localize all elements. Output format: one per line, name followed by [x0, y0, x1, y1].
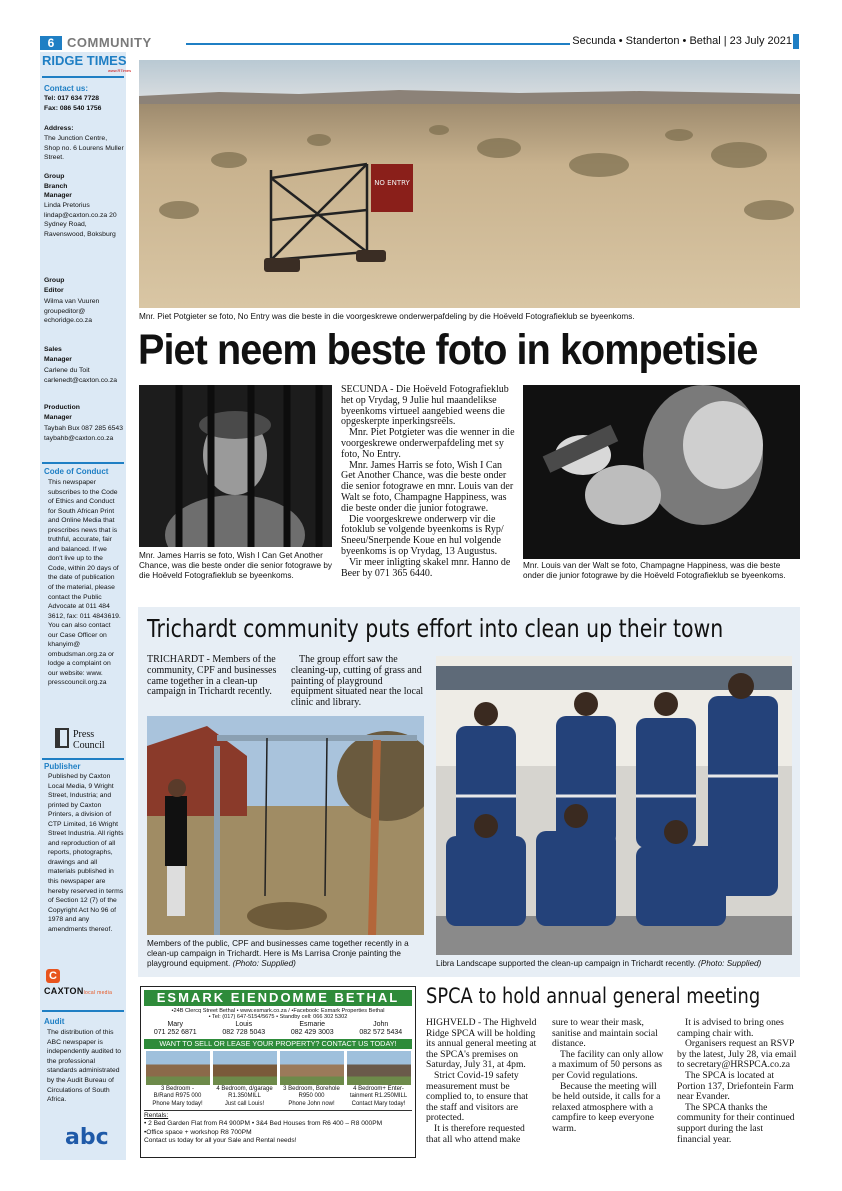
ad-listing-line: B/Rand R975 000: [153, 1093, 202, 1100]
ad-listing-line: Contact Mary today!: [351, 1100, 406, 1107]
ad-agent: [359, 1021, 402, 1037]
ad-listing-photo: [280, 1051, 344, 1085]
story3-paragraph: Because the meeting will be held outside, it calls for a relaxed atmosphere with a campfire to keep everyone warm.: [552, 1080, 661, 1134]
ad-listing: [213, 1051, 277, 1108]
production-label: Production Manager: [44, 404, 80, 421]
ad-listing-line: R1.350MILL: [228, 1093, 261, 1100]
page-number: 6: [40, 36, 62, 50]
esmark-advert: [140, 986, 416, 1158]
ad-address-line: •24B Clercq Street Bethal • www.esmark.co.za / •Facebook: Esmark Properties Bethal: [171, 1008, 385, 1014]
story3-paragraph: Organisers request an RSVP by the latest, July 28, via email to secretary@HRSPCA.co.za: [677, 1038, 797, 1071]
wish-i-can-photo: [139, 385, 332, 547]
production-text: Taybah Bux 087 285 6543 taybahb@caxton.co.za: [44, 425, 123, 442]
ad-listing: [347, 1051, 411, 1108]
sales-text: Carlene du Toit carlenedt@caxton.co.za: [44, 367, 118, 384]
contact-fax: Fax: 086 540 1756: [44, 105, 102, 112]
story3-paragraph: Strict Covid-19 safety measurement must be complied to, to ensure that the staff and visitors are protected.: [426, 1069, 529, 1124]
ad-agent-phone: 082 429 3003: [290, 1029, 334, 1036]
ad-listing-line: 4 Bedroom, d/garage: [216, 1086, 273, 1092]
address-label: Address:: [44, 125, 74, 132]
caxton-logo-icon: C: [46, 969, 60, 983]
story1-paragraph: Die voorgeskrewe onderwerp vir die fotoklub se volgende byeenkoms is Ryp/ Sneeu/Snerpende Koue en hul volgende byeenkoms is op Vrydag, 13 Augustus.: [341, 513, 504, 557]
ad-listing: [146, 1051, 210, 1108]
ad-title: ESMARK EIENDOMME BETHAL: [144, 990, 412, 1006]
code-of-conduct-heading: Code of Conduct: [44, 467, 109, 476]
story2-headline: Trichardt community puts effort into clean up their town: [147, 614, 724, 643]
story3-paragraph: The SPCA is located at Portion 137, Driefontein Farm near Evander.: [677, 1069, 794, 1103]
playground-caption: Members of the public, CPF and businesses came together recently in a clean-up campaign in Trichardt. Here is Ms Larrisa Cronje painting the playground equipment. (Photo: Supplied): [147, 939, 409, 968]
press-council-icon: [55, 728, 69, 748]
ad-listing-line: Just call Louis!: [224, 1100, 265, 1107]
ad-rental-line: Contact us today for all your Sale and Rental needs!: [144, 1136, 297, 1144]
ad-listing-line: 3 Bedroom -: [160, 1086, 194, 1092]
ad-agent: [291, 1021, 334, 1037]
ad-rental-line: •Office space + workshop R8 700PM: [144, 1128, 252, 1136]
press-council-label: Press Council: [73, 729, 105, 751]
sidebar-rule: [42, 462, 124, 464]
address-text: The Junction Centre, Shop no. 6 Lourens Muller Street.: [44, 135, 124, 162]
story1-paragraph: Mnr. James Harris se foto, Wish I Can Get Another Chance, was die beste onder die senior fotograwe en mnr. Louis van der Walt se foto, Champagne Happiness, was die beste onder die junior fotograwe.: [341, 459, 514, 514]
libra-caption: Libra Landscape supported the clean-up campaign in Trichardt recently. (Photo: Supplied): [436, 959, 762, 968]
story3-paragraph: It is therefore requested that all who attend make: [426, 1122, 525, 1145]
story3-paragraph: sure to wear their mask, sanitise and maintain social distance.: [552, 1017, 658, 1050]
ad-agent-name: Mary: [167, 1021, 184, 1028]
ad-listing-line: 4 Bedroom+ Enter-: [353, 1086, 404, 1092]
ad-banner: WANT TO SELL OR LEASE YOUR PROPERTY? CONTACT US TODAY!: [144, 1039, 412, 1049]
code-of-conduct-text: This newspaper subscribes to the Code of Ethics and Conduct for South African Print and Online Media that prescribes news that is truthful, accurate, fair and balanced. If we don't live up to the Code, within 20 days of the date of publication of the material, please contact the Public Advocate at 011 484 3612, fax: 011 4843619. You can also contact our Case Officer on khanyim@ ombudsman.org.za or lodge a complaint on our website: www. presscouncil.org.za: [48, 479, 121, 687]
ad-listing-line: 3 Bedroom, Borehole: [283, 1086, 340, 1092]
publisher-text: Published by Caxton Local Media, 9 Wright Street, Industria; and printed by Caxton Printers, a division of CTP Limited, 16 Wright Street Industria. All rights and reproduction of all reports, photographs, drawings and all materials published in this newspaper are hereby reserved in terms of Section 12 (7) of the Copyright Act No 96 of 1978 and any amendments thereof.: [48, 773, 124, 933]
story3-paragraph: The facility can only allow a maximum of 50 persons as per Covid regulations.: [552, 1048, 664, 1081]
story1-paragraph: Vir meer inligting skakel mnr. Hanno de Beer by 071 365 6440.: [341, 556, 511, 579]
audit-text: The distribution of this ABC newspaper is independently audited to the professional standards administrated by the Audit Bureau of Circulations of South Africa.: [47, 1029, 122, 1104]
story3-headline: SPCA to hold annual general meeting: [426, 984, 761, 1008]
sidebar-rule: [42, 76, 124, 78]
sales-label: Sales Manager: [44, 346, 72, 363]
ad-listing-line: Phone Mary today!: [152, 1100, 203, 1107]
right-photo-caption: Mnr. Louis van der Walt se foto, Champagne Happiness, was die beste onder die junior fotograwe by die Hoëveld Fotografieklub se byeenkoms.: [523, 561, 786, 580]
publisher-heading: Publisher: [44, 762, 81, 771]
ad-agents: [141, 1021, 415, 1037]
ad-phone-line: • Tel: (017) 647-5154/5675 • Standby cell: 066 302 5302: [208, 1014, 348, 1020]
ge-label: Group Editor: [44, 277, 65, 294]
editions-date: Secunda • Standerton • Bethal | 23 July 2021: [572, 35, 792, 47]
ad-listing-photo: [347, 1051, 411, 1085]
sidebar-rule: [42, 1010, 124, 1012]
ad-listing: [280, 1051, 344, 1108]
ad-listing-line: tainment R1.250MILL: [349, 1093, 408, 1100]
contact-heading: Contact us:: [44, 84, 88, 93]
ad-rentals: [144, 1110, 412, 1145]
gbm-text: Linda Pretorius lindap@caxton.co.za 20 Sydney Road, Ravenswood, Boksburg: [44, 202, 117, 238]
champagne-happiness-photo: [523, 385, 800, 559]
story3-paragraph: The SPCA thanks the community for their continued support during the last financial year.: [677, 1101, 795, 1145]
ge-text: Wilma van Vuuren groupeditor@ echoridge.co.za: [44, 298, 100, 325]
ad-agent: [222, 1021, 265, 1037]
left-photo-caption: Mnr. James Harris se foto, Wish I Can Get Another Chance, was die beste onder die senior fotograwe by die Hoëveld Fotografieklub se byeenkoms.: [139, 551, 332, 580]
header-accent-bar: [793, 34, 799, 49]
ad-listing-line: Phone John now!: [288, 1100, 335, 1107]
ad-rental-line: • 2 Bed Garden Flat from R4 900PM • 3&4 Bed Houses from R6 400 – R8 000PM: [144, 1120, 383, 1128]
masthead-logo: RIDGE TIMES: [42, 53, 127, 68]
story2-col1: TRICHARDT - Members of the community, CPF and businesses came together in a clean-up campaign in Trichardt recently.: [147, 654, 277, 698]
ad-listing-line: R950 000: [298, 1093, 325, 1100]
ad-agent-phone: 071 252 6871: [153, 1029, 197, 1036]
story3-col2: [552, 1018, 667, 1135]
caxton-logo: CAXTONlocal media: [44, 986, 113, 996]
ad-rentals-label: Rentals:: [144, 1112, 169, 1120]
story3-col3: [677, 1018, 797, 1145]
ad-agent-name: John: [373, 1021, 389, 1028]
section-label: COMMUNITY: [67, 35, 152, 50]
libra-landscape-photo: [436, 656, 792, 955]
ad-agent: [154, 1021, 197, 1037]
contact-tel: Tel: 017 634 7728: [44, 95, 100, 102]
story1-body: [341, 385, 515, 579]
audit-heading: Audit: [44, 1017, 65, 1026]
story1-paragraph: SECUNDA - Die Hoëveld Fotografieklub het op Vrydag, 9 Julie hul maandelikse byeenkoms virtueel aangebied weens die opgeskerpte inperkingsreëls.: [341, 384, 509, 428]
masthead-logo-sub: www.RTimes: [108, 68, 132, 73]
sidebar-rule: [42, 758, 124, 760]
abc-logo: abc: [65, 1125, 109, 1150]
story3-paragraph: It is advised to bring ones camping chair with.: [677, 1017, 784, 1039]
ad-agent-name: Esmarie: [299, 1021, 326, 1028]
no-entry-photo: [139, 60, 800, 308]
story3-col1: [426, 1018, 538, 1145]
gbm-label: Group Branch Manager: [44, 173, 72, 200]
header-rule: [186, 43, 570, 45]
ad-agent-phone: 082 572 5434: [359, 1029, 403, 1036]
story2-col2: The group effort saw the cleaning-up, cutting of grass and painting of playground equipment situated near the local clinic and library.: [291, 654, 424, 709]
ad-agent-name: Louis: [235, 1021, 253, 1028]
ad-agent-phone: 082 728 5043: [222, 1029, 266, 1036]
ad-listing-photo: [213, 1051, 277, 1085]
ad-listing-photo: [146, 1051, 210, 1085]
story3-paragraph: HIGHVELD - The Highveld Ridge SPCA will be holding its annual general meeting at the SPCA's premises on Saturday, July 31, at 4pm.: [426, 1017, 537, 1071]
top-photo-caption: Mnr. Piet Potgieter se foto, No Entry was die beste in die voorgeskrewe onderwerpafdeling by die Hoëveld Fotografieklub se byeenkoms.: [139, 312, 635, 321]
story1-headline: Piet neem beste foto in kompetisie: [138, 326, 758, 374]
playground-photo: [147, 716, 424, 935]
ad-listings: [141, 1051, 415, 1108]
no-entry-sign-text: NO ENTRY: [374, 179, 410, 187]
story1-paragraph: Mnr. Piet Potgieter was die wenner in die voorgeskrewe onderwerpafdeling met sy foto, No Entry.: [341, 427, 515, 460]
